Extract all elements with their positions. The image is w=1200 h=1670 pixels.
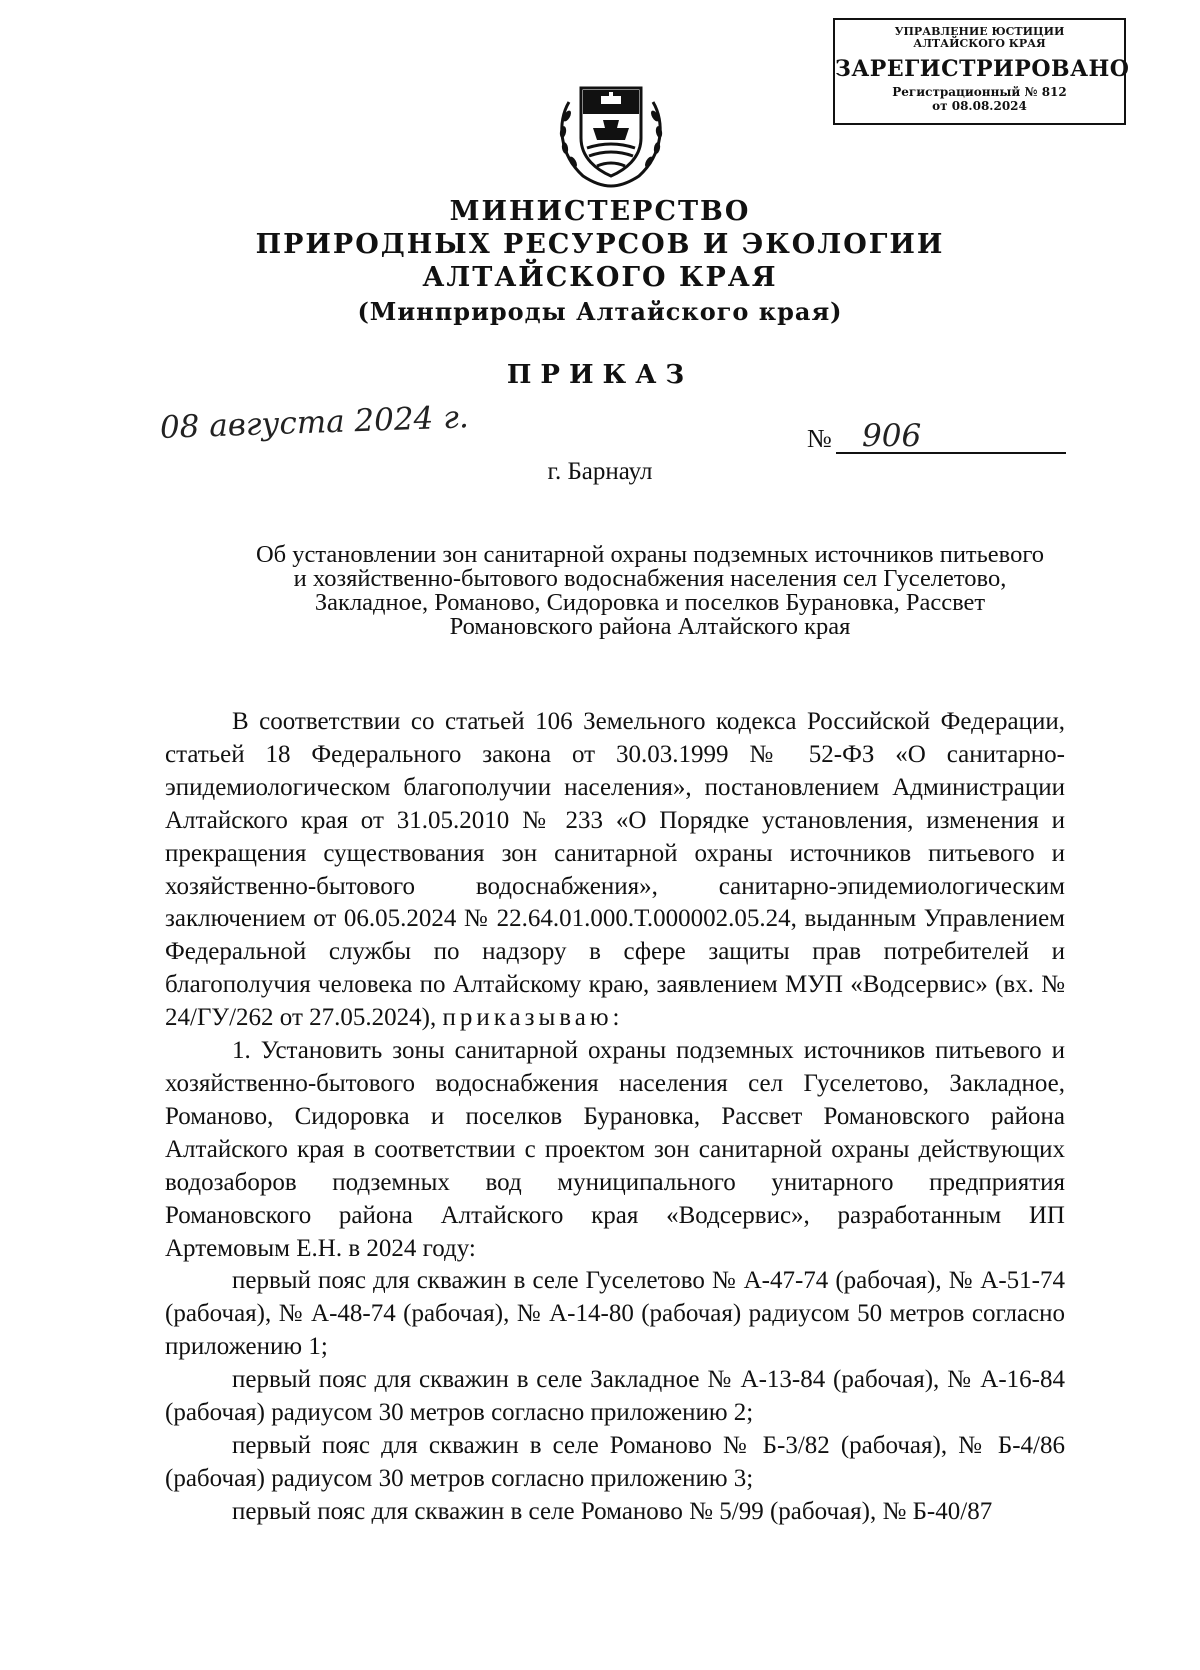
belt-paragraph-3: первый пояс для скважин в селе Романово № Б-3/82 (рабочая), № Б-4/86 (рабочая) радиусом 30 метров согласно приложению 3; <box>165 1431 1065 1492</box>
preamble-paragraph <box>165 706 1065 1035</box>
stamp-reg-date: от 08.08.2024 <box>932 99 1027 113</box>
stamp-line1: УПРАВЛЕНИЕ ЮСТИЦИИ <box>894 25 1065 38</box>
document-body <box>165 706 1065 1529</box>
stamp-status: ЗАРЕГИСТРИРОВАНО <box>835 56 1130 82</box>
number-sign: № <box>807 424 832 453</box>
document-title: Об установлении зон санитарной охраны подземных источников питьевого и хозяйственно-бытового водоснабжения населения сел Гуселетово, Закладное, Романово, Сидоровка и поселков Бурановка, Рассвет Романовского района Алтайского края <box>255 541 1045 640</box>
belt-paragraph-4: первый пояс для скважин в селе Романово № 5/99 (рабочая), № Б-40/87 <box>232 1497 993 1525</box>
order-word: приказываю: <box>442 1004 624 1032</box>
ministry-name-line2: ПРИРОДНЫХ РЕСУРСОВ И ЭКОЛОГИИ <box>255 229 945 260</box>
handwritten-number: 906 <box>862 418 922 454</box>
document-type: ПРИКАЗ <box>506 360 694 390</box>
coat-of-arms-icon <box>553 82 669 188</box>
preamble-text: В соответствии со статьей 106 Земельного кодекса Российской Федерации, статьей 18 Федерального закона от 30.03.1999 № 52-ФЗ «О санитарно-эпидемиологическом благополучии населения», постановлением Администрации Алтайского края от 31.05.2010 № 233 «О Порядке установления, изменения и прекращения существования зон санитарной охраны источников питьевого и хозяйственно-бытового водоснабжения», санитарно-эпидемиологическим заключением от 06.05.2024 № 22.64.01.000.Т.000002.05.24, выданным Управлением Федеральной службы по надзору в сфере защиты прав потребителей и благополучия человека по Алтайскому краю, заявлением МУП «Водсервис» (вх. № 24/ГУ/262 от 27.05.2024), <box>165 708 1065 1032</box>
ministry-name-line3: АЛТАЙСКОГО КРАЯ <box>422 262 778 293</box>
belt-paragraph-1: первый пояс для скважин в селе Гуселетово № А-47-74 (рабочая), № А-51-74 (рабочая), № А-48-74 (рабочая), № А-14-80 (рабочая) радиусом 50 метров согласно приложению 1; <box>165 1267 1065 1361</box>
stamp-line2: АЛТАЙСКОГО КРАЯ <box>913 37 1046 50</box>
registration-stamp <box>833 18 1130 125</box>
ministry-short-name: (Минприроды Алтайского края) <box>357 297 843 326</box>
ministry-name-line1: МИНИСТЕРСТВО <box>449 196 751 227</box>
item-1-paragraph: 1. Установить зоны санитарной охраны подземных источников питьевого и хозяйственно-бытового водоснабжения населения сел Гуселетово, Закладное, Романово, Сидоровка и поселков Бурановка, Рассвет Романовского района Алтайского края в соответствии с проектом зон санитарной охраны действующих водозаборов подземных вод муниципального унитарного предприятия Романовского района Алтайского края «Водсервис», разработанным ИП Артемовым Е.Н. в 2024 году: <box>165 1037 1065 1262</box>
stamp-reg-number: Регистрационный № 812 <box>892 85 1067 99</box>
belt-paragraph-2: первый пояс для скважин в селе Закладное № А-13-84 (рабочая), № А-16-84 (рабочая) радиусом 30 метров согласно приложению 2; <box>165 1366 1065 1427</box>
handwritten-date: 08 августа 2024 г. <box>159 399 470 446</box>
city: г. Барнаул <box>547 458 653 485</box>
